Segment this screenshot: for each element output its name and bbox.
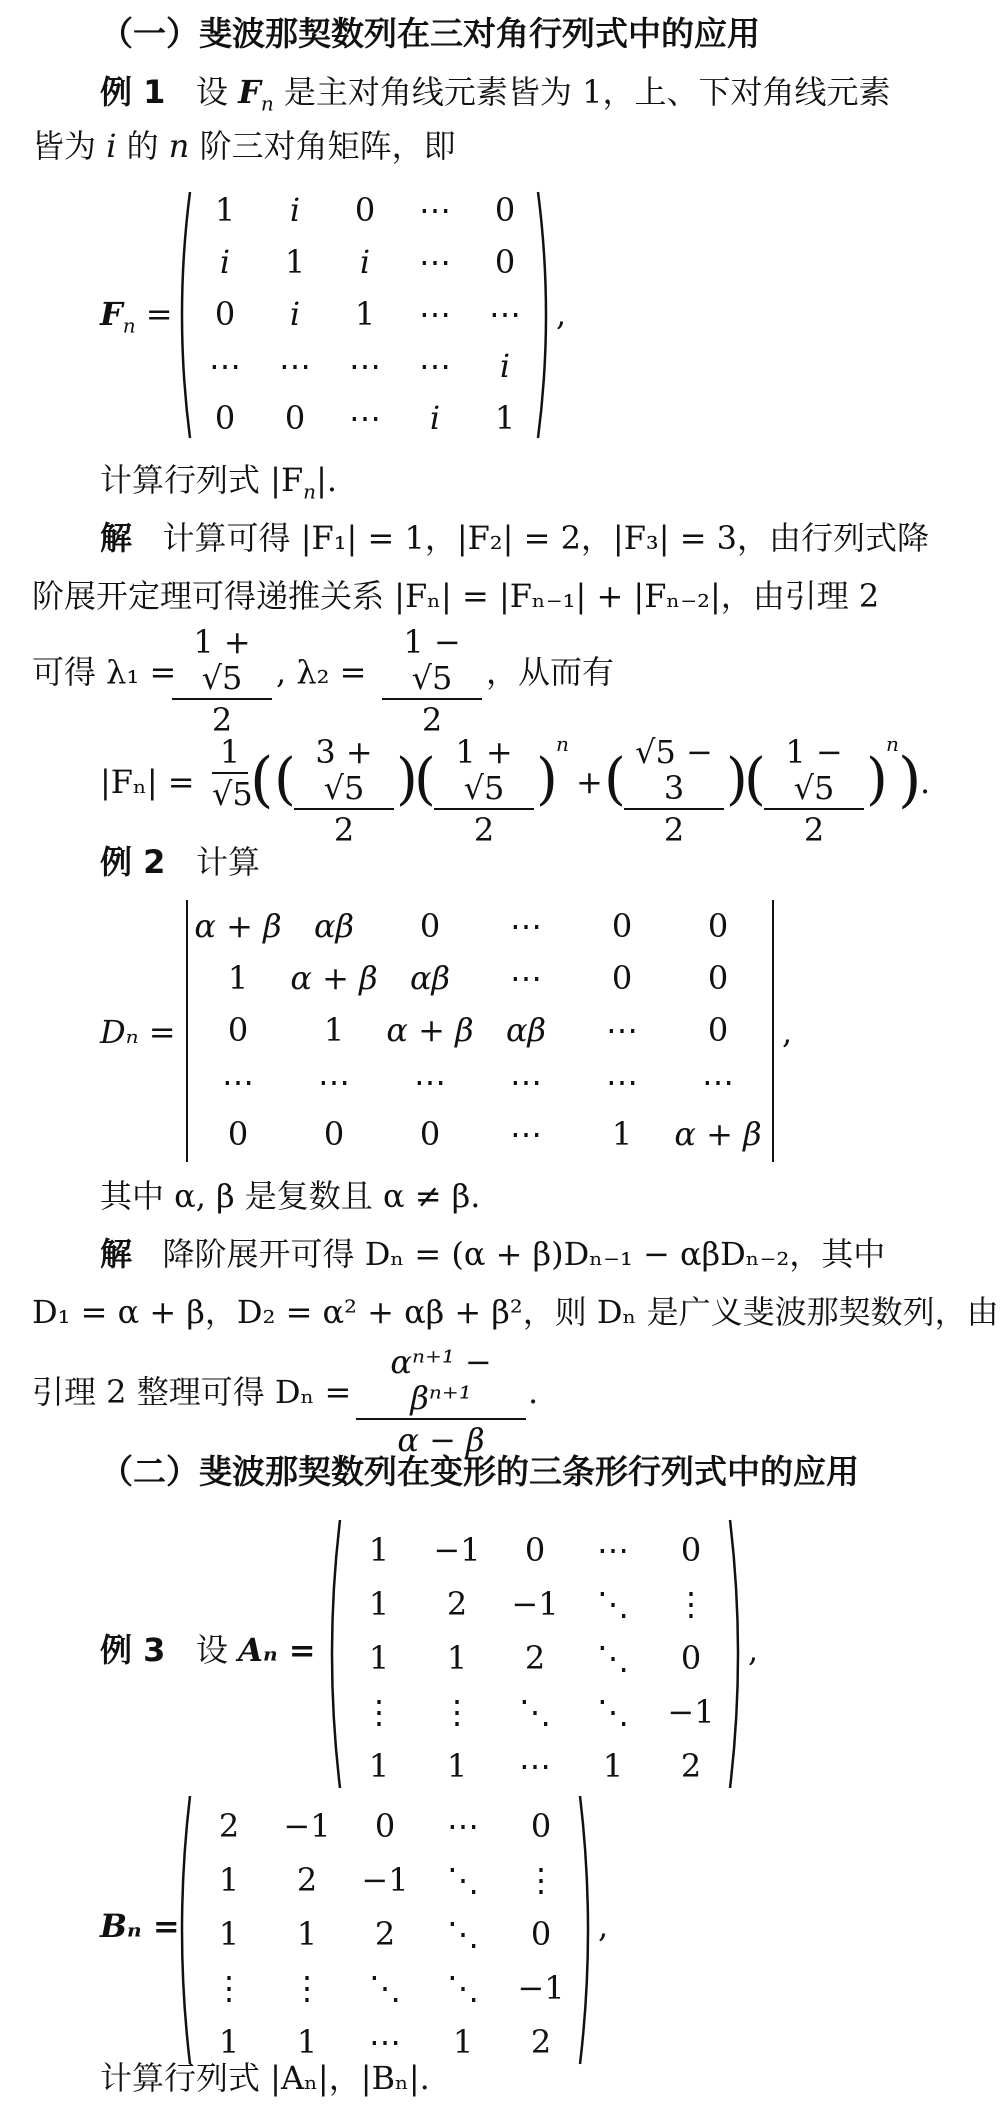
denominator: 2 — [211, 701, 233, 739]
compute-F-line — [100, 458, 337, 513]
denominator: α − β — [397, 1421, 485, 1459]
matrix-cell: 0 — [284, 399, 306, 437]
matrix-B-right-paren — [578, 1794, 598, 2066]
matrix-cell: 2 — [446, 1585, 468, 1623]
fraction-b — [434, 734, 534, 848]
matrix-cell: ⋮ — [441, 1693, 473, 1731]
example-1-label: 例 1 — [100, 73, 166, 111]
denominator: 2 — [803, 811, 825, 849]
matrix-cell: ⋯ — [222, 1063, 254, 1101]
period: . — [528, 1373, 539, 1411]
matrix-cell: ⋯ — [510, 1063, 542, 1101]
solution-1-line-2: 阶展开定理可得递推关系 |Fₙ| = |Fₙ₋₁| + |Fₙ₋₂|，由引理 2 — [32, 577, 880, 615]
matrix-cell: ⋮ — [675, 1585, 707, 1623]
matrix-cell: 2 — [218, 1807, 240, 1845]
matrix-cell: 0 — [214, 399, 236, 437]
matrix-cell: 2 — [296, 1861, 318, 1899]
matrix-cell: 0 — [354, 191, 376, 229]
plus: + — [576, 763, 603, 801]
text: 是主对角线元素皆为 1，上、下对角线元素 — [283, 73, 891, 111]
matrix-cell: 0 — [530, 1807, 552, 1845]
matrix-cell: 0 — [419, 907, 441, 945]
matrix-cell: 2 — [374, 1915, 396, 1953]
text: 的 — [126, 127, 159, 165]
text: 计算行列式 |F — [100, 461, 304, 499]
matrix-cell: ⋯ — [419, 243, 451, 281]
matrix-cell: 1 — [214, 191, 236, 229]
numerator: √5 − 3 — [635, 733, 713, 807]
numerator: 3 + √5 — [315, 733, 373, 807]
matrix-cell: 0 — [611, 959, 633, 997]
example-2-label: 例 2 — [100, 843, 166, 881]
matrix-cell: −1 — [511, 1585, 559, 1623]
numerator: 1 + √5 — [193, 623, 251, 697]
matrix-cell: i — [219, 243, 231, 281]
denominator: 2 — [473, 811, 495, 849]
det-left-bar — [186, 900, 188, 1162]
matrix-cell: α + β — [674, 1115, 762, 1153]
equals: = — [145, 295, 173, 333]
matrix-cell: i — [499, 347, 511, 385]
det-right-bar — [772, 900, 774, 1162]
matrix-cell: α + β — [386, 1011, 474, 1049]
matrix-cell: ⋯ — [419, 191, 451, 229]
matrix-cell: 1 — [368, 1531, 390, 1569]
text: |. — [316, 461, 338, 499]
matrix-cell: ⋯ — [349, 399, 381, 437]
section-2-title: （二）斐波那契数列在变形的三条形行列式中的应用 — [100, 1452, 859, 1491]
subscript-n: n — [122, 313, 136, 338]
paren: ) — [866, 747, 888, 812]
example-2-line — [100, 840, 260, 884]
matrix-cell: 1 — [611, 1115, 633, 1153]
matrix-cell: 1 — [227, 959, 249, 997]
matrix-cell: 0 — [323, 1115, 345, 1153]
lambda1-fraction — [172, 624, 272, 738]
matrix-A-right-paren — [728, 1518, 748, 1790]
matrix-cell: 0 — [419, 1115, 441, 1153]
outer-paren-right: ) — [898, 745, 922, 815]
text: 计算可得 |F₁| = 1，|F₂| = 2，|F₃| = 3，由行列式降 — [162, 519, 930, 557]
numerator: 1 + √5 — [455, 733, 513, 807]
outer-paren-left: ( — [250, 745, 274, 815]
matrix-cell: ⋮ — [363, 1693, 395, 1731]
text: 设 — [195, 1631, 228, 1669]
matrix-cell: ⋯ — [349, 347, 381, 385]
matrix-B-left-paren — [172, 1794, 192, 2066]
matrix-cell: ⋮ — [213, 1969, 245, 2007]
matrix-cell: 0 — [707, 1011, 729, 1049]
matrix-cell: i — [289, 295, 301, 333]
result-fraction — [356, 1344, 526, 1458]
solution-label: 解 — [100, 1235, 133, 1273]
numerator: 1 − √5 — [403, 623, 461, 697]
matrix-cell: ⋱ — [597, 1639, 629, 1677]
solution-2-line-1 — [100, 1232, 885, 1276]
example-1-line-1 — [100, 70, 890, 125]
matrix-cell: αβ — [313, 907, 355, 945]
example-2-note: 其中 α, β 是复数且 α ≠ β. — [100, 1177, 481, 1215]
symbol-n: n — [168, 127, 190, 165]
matrix-cell: αβ — [505, 1011, 547, 1049]
matrix-cell: 1 — [446, 1639, 468, 1677]
matrix-cell: ⋯ — [510, 959, 542, 997]
section-1-title: （一）斐波那契数列在三对角行列式中的应用 — [100, 14, 760, 53]
matrix-cell: 0 — [530, 1915, 552, 1953]
period: . — [920, 763, 931, 801]
numerator: αⁿ⁺¹ − βⁿ⁺¹ — [390, 1343, 492, 1417]
matrix-cell: ⋱ — [447, 1915, 479, 1953]
matrix-cell: ⋯ — [419, 295, 451, 333]
comma: , — [782, 1013, 793, 1051]
matrix-cell: 1 — [368, 1639, 390, 1677]
matrix-cell: 1 — [368, 1747, 390, 1785]
matrix-cell: 1 — [296, 1915, 318, 1953]
matrix-cell: i — [429, 399, 441, 437]
paren: ( — [274, 747, 296, 812]
matrix-cell: ⋯ — [414, 1063, 446, 1101]
matrix-cell: 1 — [218, 1915, 240, 1953]
exponent-n: n — [556, 732, 569, 756]
matrix-cell: α + β — [290, 959, 378, 997]
matrix-cell: 1 — [494, 399, 516, 437]
matrix-cell: ⋯ — [597, 1531, 629, 1569]
matrix-cell: 0 — [707, 907, 729, 945]
matrix-cell: ⋯ — [510, 907, 542, 945]
example-1-line-2 — [32, 124, 456, 168]
symbol-F: F — [238, 73, 261, 111]
example-3-label: 例 3 — [100, 1631, 166, 1669]
matrix-cell: ⋯ — [447, 1807, 479, 1845]
matrix-cell: 1 — [323, 1011, 345, 1049]
solution-label: 解 — [100, 519, 133, 557]
numerator: 1 — [219, 733, 241, 771]
matrix-cell: i — [359, 243, 371, 281]
matrix-cell: −1 — [667, 1693, 715, 1731]
paren: ( — [604, 747, 626, 812]
matrix-cell: ⋯ — [489, 295, 521, 333]
matrix-cell: ⋯ — [510, 1115, 542, 1153]
comma: , — [748, 1631, 759, 1669]
matrix-cell: ⋯ — [419, 347, 451, 385]
matrix-cell: 1 — [602, 1747, 624, 1785]
matrix-cell: 1 — [284, 243, 306, 281]
matrix-cell: 0 — [227, 1011, 249, 1049]
matrix-cell: 1 — [218, 1861, 240, 1899]
paren: ( — [744, 747, 766, 812]
matrix-cell: 0 — [680, 1531, 702, 1569]
lambda2-fraction — [382, 624, 482, 738]
matrix-cell: −1 — [361, 1861, 409, 1899]
solution-2-line-3: 引理 2 整理可得 Dₙ = — [32, 1373, 352, 1411]
matrix-cell: 1 — [368, 1585, 390, 1623]
matrix-cell: ⋮ — [291, 1969, 323, 2007]
matrix-D-lhs: Dₙ = — [100, 1013, 176, 1051]
text: 计算 — [195, 843, 260, 881]
matrix-cell: ⋱ — [369, 1969, 401, 2007]
subscript-n: n — [260, 91, 274, 116]
text: 降阶展开可得 Dₙ = (α + β)Dₙ₋₁ − αβDₙ₋₂，其中 — [162, 1235, 886, 1273]
comma: , — [556, 295, 567, 333]
fraction-d — [764, 734, 864, 848]
symbol-i: i — [106, 127, 117, 165]
comma: , — [598, 1907, 609, 1945]
paren: ( — [414, 747, 436, 812]
formula-1-over-sqrt5 — [212, 733, 253, 813]
paren: ) — [536, 747, 558, 812]
matrix-cell: ⋱ — [447, 1861, 479, 1899]
compute-AB-line: 计算行列式 |Aₙ|，|Bₙ|. — [100, 2059, 430, 2097]
matrix-cell: 1 — [218, 2023, 240, 2061]
paren: ) — [726, 747, 748, 812]
matrix-cell: ⋯ — [369, 2023, 401, 2061]
matrix-cell: ⋯ — [209, 347, 241, 385]
fraction-c — [624, 734, 724, 848]
matrix-B-lhs: Bₙ = — [100, 1907, 180, 1945]
matrix-cell: ⋯ — [702, 1063, 734, 1101]
example-3-line — [100, 1628, 316, 1672]
matrix-cell: 2 — [680, 1747, 702, 1785]
matrix-F-lhs — [100, 292, 173, 347]
formula-lhs: |Fₙ| = — [100, 763, 195, 801]
matrix-cell: 0 — [524, 1531, 546, 1569]
matrix-cell: ⋱ — [597, 1585, 629, 1623]
solution-1-line-1 — [100, 516, 929, 560]
matrix-cell: 1 — [354, 295, 376, 333]
matrix-cell: αβ — [409, 959, 451, 997]
matrix-cell: 0 — [374, 1807, 396, 1845]
matrix-cell: 0 — [494, 191, 516, 229]
matrix-cell: 0 — [214, 295, 236, 333]
subscript-n: n — [303, 479, 317, 504]
numerator: 1 − √5 — [785, 733, 843, 807]
text: 设 — [195, 73, 228, 111]
matrix-cell: ⋱ — [519, 1693, 551, 1731]
matrix-A-lhs: Aₙ = — [238, 1631, 316, 1669]
matrix-cell: 0 — [227, 1115, 249, 1153]
matrix-cell: ⋯ — [519, 1747, 551, 1785]
matrix-cell: 0 — [680, 1639, 702, 1677]
matrix-cell: 1 — [452, 2023, 474, 2061]
denominator: √5 — [212, 775, 253, 813]
denominator: 2 — [421, 701, 443, 739]
solution-2-line-2: D₁ = α + β，D₂ = α² + αβ + β²，则 Dₙ 是广义斐波那契数列，由 — [32, 1293, 999, 1331]
matrix-cell: α + β — [194, 907, 282, 945]
matrix-cell: ⋯ — [279, 347, 311, 385]
text: 皆为 — [32, 127, 97, 165]
matrix-cell: 2 — [530, 2023, 552, 2061]
paren: ) — [396, 747, 418, 812]
matrix-cell: −1 — [517, 1969, 565, 2007]
matrix-cell: i — [289, 191, 301, 229]
matrix-left-paren — [172, 190, 192, 440]
matrix-cell: −1 — [433, 1531, 481, 1569]
matrix-cell: 1 — [296, 2023, 318, 2061]
exponent-n: n — [886, 732, 899, 756]
matrix-cell: 2 — [524, 1639, 546, 1677]
text: 阶三对角矩阵，即 — [199, 127, 456, 165]
matrix-A-left-paren — [322, 1518, 342, 1790]
matrix-cell: ⋱ — [447, 1969, 479, 2007]
matrix-cell: 0 — [707, 959, 729, 997]
denominator: 2 — [663, 811, 685, 849]
matrix-cell: ⋮ — [525, 1861, 557, 1899]
solution-1-line-3a: 可得 λ₁ = — [32, 653, 177, 691]
symbol-F: F — [100, 295, 123, 333]
matrix-cell: 0 — [611, 907, 633, 945]
matrix-cell: 0 — [494, 243, 516, 281]
solution-1-line-3b: , λ₂ = — [276, 653, 367, 691]
matrix-cell: 1 — [446, 1747, 468, 1785]
matrix-cell: ⋱ — [597, 1693, 629, 1731]
matrix-cell: ⋯ — [318, 1063, 350, 1101]
solution-1-line-3c: ，从而有 — [486, 653, 615, 691]
matrix-cell: ⋯ — [606, 1011, 638, 1049]
matrix-cell: −1 — [283, 1807, 331, 1845]
denominator: 2 — [333, 811, 355, 849]
fraction-a — [294, 734, 394, 848]
matrix-cell: ⋯ — [606, 1063, 638, 1101]
